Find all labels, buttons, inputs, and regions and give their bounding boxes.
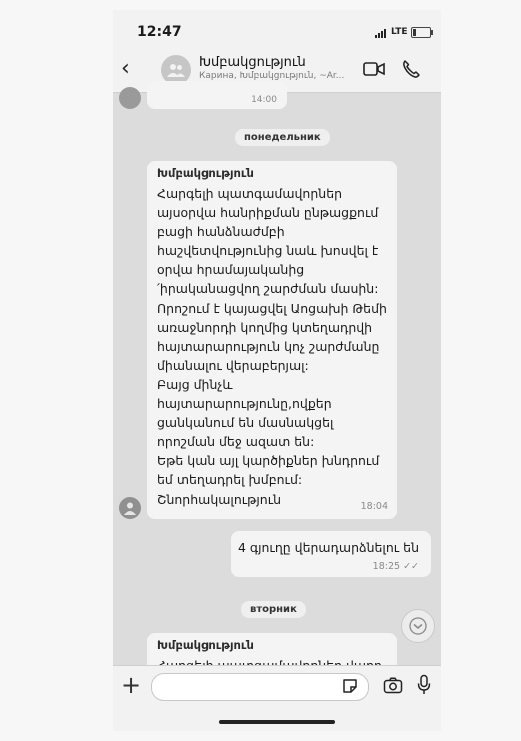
date-separator: понедельник (235, 129, 330, 146)
message-composer (113, 665, 441, 731)
message-line: այսօրվա հանրիքման ընթացքում (157, 205, 379, 221)
microphone-icon[interactable] (417, 674, 431, 696)
status-bar (113, 10, 441, 48)
message-line: Բայց մինչև (157, 376, 233, 392)
message-line: Որոշում է կայացվել Աոցախի Թեմի (157, 300, 387, 316)
message-line: հայտարարությունը,ովքեր (157, 396, 332, 412)
video-call-icon[interactable] (363, 61, 385, 77)
message-line: օրվա հրամայականից (157, 262, 305, 278)
home-indicator[interactable] (219, 720, 335, 724)
message-line: ՛իրականացվող շարժման մասին: (157, 281, 379, 297)
group-icon (166, 62, 186, 78)
outgoing-message-bubble[interactable] (231, 531, 431, 577)
message-line: որոշման մեջ ազատ են: (157, 434, 315, 450)
message-line: միանալու վերաբերյալ: (157, 357, 309, 373)
attach-button[interactable]: + (121, 671, 142, 699)
status-time: 12:47 (137, 24, 182, 40)
message-line: հայտարարություն կոչ շարժմանը (157, 338, 380, 354)
message-line: Շնորհակալություն (157, 491, 282, 507)
date-separator: вторник (241, 601, 306, 618)
sender-name: Խմբակցություն (157, 638, 254, 652)
chevron-down-icon (409, 617, 427, 635)
message-line: բացի հանձնաժմբի (157, 224, 285, 240)
message-bubble[interactable] (147, 161, 397, 519)
message-line: հաշվետվությունից նաև խոսվել է (157, 243, 379, 259)
chat-title[interactable]: Խմբակցություն (199, 55, 306, 70)
sender-avatar[interactable] (119, 497, 141, 519)
sender-avatar (119, 87, 141, 109)
message-line: Եթե կան այլ կարծիքներ խնդրում (157, 453, 380, 469)
message-input-box[interactable] (151, 673, 369, 701)
message-line: Հարգելի պատգամավորներ (157, 186, 343, 201)
phone-screen (113, 10, 441, 730)
message-time: 14:00 (251, 95, 277, 105)
phone-call-icon[interactable] (401, 59, 421, 79)
message-line: եմ տեղադրել խմբում: (157, 472, 303, 488)
chat-members[interactable]: Карина, Խմբակցություն, ~Ar... (199, 71, 345, 81)
message-list[interactable] (113, 93, 441, 665)
message-time: 18:04 (360, 501, 388, 512)
message-line: ցանկանում են մասնակցել (157, 415, 334, 431)
sticker-icon[interactable] (341, 677, 359, 695)
battery-icon (411, 27, 431, 38)
message-input[interactable] (162, 679, 336, 693)
message-text (157, 184, 397, 509)
scroll-to-bottom-button[interactable] (401, 609, 435, 643)
message-line: առաջնորդի կողմից կտեղադրվի (157, 319, 373, 335)
camera-icon[interactable] (383, 677, 403, 694)
message-text: 4 գյուղը վերադարձնելու են (237, 540, 419, 555)
message-time-read: 18:25 ✓✓ (372, 561, 419, 572)
signal-icon (375, 28, 387, 38)
message-bubble[interactable] (147, 81, 287, 109)
sender-name: Խմբակցություն (157, 166, 254, 180)
person-icon (123, 501, 137, 515)
network-label: LTE (391, 27, 408, 37)
back-button[interactable]: ‹ (121, 56, 130, 81)
